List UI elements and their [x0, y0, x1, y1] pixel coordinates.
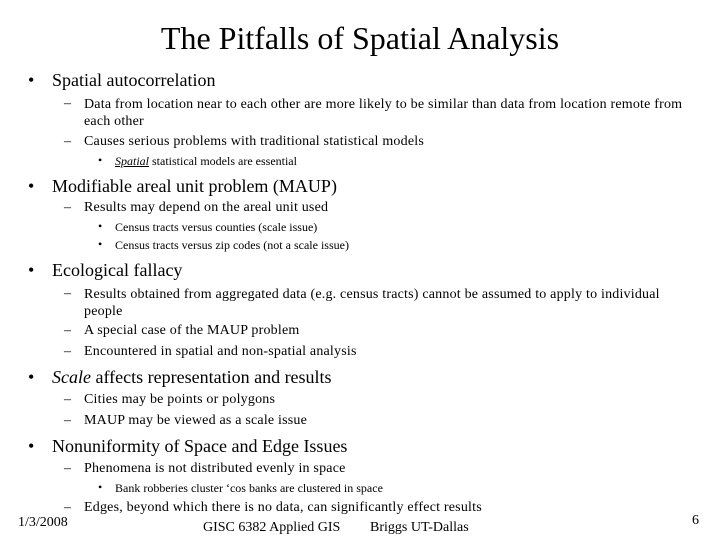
point-text: Causes serious problems with traditional statistical models [84, 134, 424, 149]
point-text: Cities may be points or polygons [84, 392, 276, 407]
bullet-glyph: • [98, 219, 103, 233]
footer-course: GISC 6382 Applied GIS [203, 520, 341, 535]
bullet-glyph: • [28, 436, 35, 456]
dash-glyph: – [64, 461, 72, 476]
point-text: Results obtained from aggregated data (e.g. census tracts) cannot be assumed to apply to individual people [84, 287, 660, 319]
point-text: Encountered in spatial and non-spatial analysis [84, 344, 357, 359]
section-heading: Spatial autocorrelation [52, 70, 216, 90]
dash-glyph: – [64, 392, 72, 407]
point-text: Phenomena is not distributed evenly in space [84, 461, 346, 476]
sub-point: Census tracts versus counties (scale issue) [115, 220, 318, 234]
dash-glyph: – [64, 134, 72, 149]
point-text: Data from location near to each other are more likely to be similar than data from location remote from each other [84, 97, 683, 129]
underlined-word: Spatial [115, 154, 150, 168]
point-text: Edges, beyond which there is no data, can significantly effect results [84, 500, 482, 515]
point-text: MAUP may be viewed as a scale issue [84, 413, 308, 428]
section-heading: Modifiable areal unit problem (MAUP) [52, 176, 337, 196]
sub-point: Bank robberies cluster ‘cos banks are clustered in space [115, 481, 383, 495]
section-heading: Nonuniformity of Space and Edge Issues [52, 436, 348, 456]
dash-glyph: – [64, 96, 72, 111]
bullet-glyph: • [28, 176, 35, 196]
dash-glyph: – [64, 413, 72, 428]
footer-author: Briggs UT-Dallas [370, 520, 469, 535]
page-number: 6 [692, 513, 699, 528]
footer-date: 1/3/2008 [18, 515, 68, 530]
dash-glyph: – [64, 344, 72, 359]
dash-glyph: – [64, 286, 72, 301]
point-text: A special case of the MAUP problem [84, 323, 300, 338]
section-heading: Ecological fallacy [52, 260, 183, 280]
slide-title: The Pitfalls of Spatial Analysis [160, 20, 560, 56]
bullet-glyph: • [28, 70, 35, 90]
bullet-glyph: • [98, 153, 103, 167]
bullet-glyph: • [98, 237, 103, 251]
point-text: Results may depend on the areal unit used [84, 200, 329, 215]
dash-glyph: – [64, 323, 72, 338]
section-heading [52, 367, 332, 388]
bullet-glyph: • [98, 480, 103, 494]
dash-glyph: – [64, 200, 72, 215]
sub-point [115, 154, 297, 169]
bullet-glyph: • [28, 367, 35, 387]
heading-italic: Scale [52, 367, 91, 387]
bullet-glyph: • [28, 260, 35, 280]
dash-glyph: – [64, 500, 72, 515]
sub-point: Census tracts versus zip codes (not a scale issue) [115, 238, 349, 252]
heading-rest: affects representation and results [90, 367, 332, 387]
sub-point-rest: statistical models are essential [149, 154, 297, 168]
